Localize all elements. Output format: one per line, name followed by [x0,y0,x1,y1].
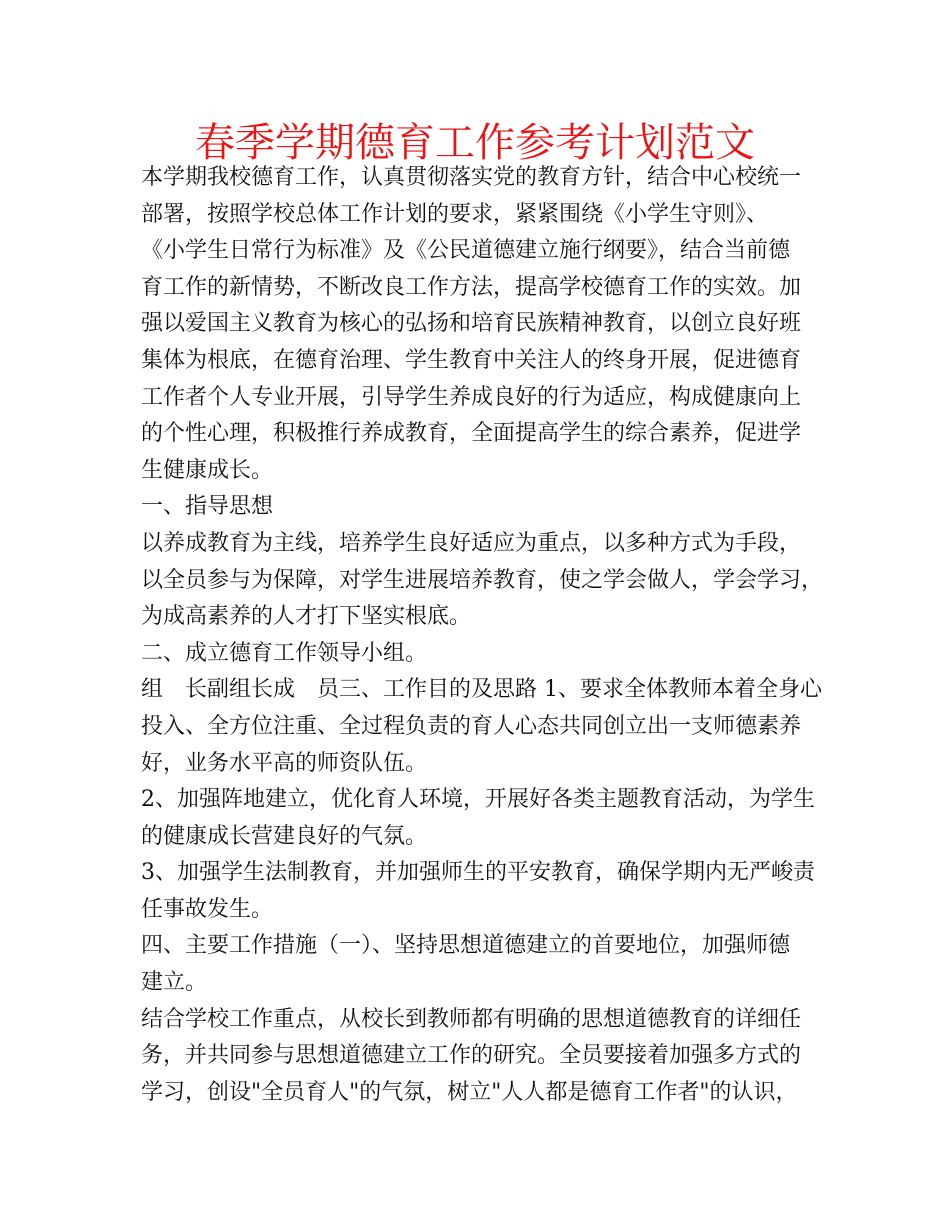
body-line: 强以爱国主义教育为核心的弘扬和培育民族精神教育，以创立良好班 [141,311,802,337]
body-line: 《小学生日常行为标准》及《公民道德建立施行纲要》，结合当前德 [141,238,791,264]
document-body [141,160,824,1111]
body-line: 的健康成长营建良好的气氛。 [141,823,428,849]
body-line: 的个性心理，积极推行养成教育，全面提高学生的综合素养，促进学 [141,421,802,447]
body-line: 任事故发生。 [141,896,274,922]
body-line: 结合学校工作重点，从校长到教师都有明确的思想道德教育的详细任 [141,1006,802,1032]
body-line: 工作者个人专业开展，引导学生养成良好的行为适应，构成健康向上 [141,384,802,410]
body-line: 以全员参与为保障，对学生进展培养教育，使之学会做人，学会学习， [141,567,824,593]
body-line: 好，业务水平高的师资队伍。 [141,750,428,776]
body-line: 2、加强阵地建立，优化育人环境，开展好各类主题教育活动，为学生 [141,787,815,813]
body-line: 以养成教育为主线，培养学生良好适应为重点，以多种方式为手段， [141,530,802,556]
body-line: 学习，创设"全员育人"的气氛，树立"人人都是德育工作者"的认识， [141,1079,798,1105]
body-line: 务，并共同参与思想道德建立工作的研究。全员要接着加强多方式的 [141,1043,802,1069]
body-line: 育工作的新情势，不断改良工作方法，提高学校德育工作的实效。加 [141,274,802,300]
body-line: 建立。 [141,970,208,996]
body-line: 集体为根底，在德育治理、学生教育中关注人的终身开展，促进德育 [141,347,802,373]
section-heading: 一、指导思想 [141,494,274,520]
body-line: 投入、全方位注重、全过程负责的育人心态共同创立出一支师德素养 [141,713,802,739]
body-line: 部署，按照学校总体工作计划的要求，紧紧围绕《小学生守则》、 [141,201,769,227]
page-title: 春季学期德育工作参考计划范文 [195,120,755,166]
body-line: 本学期我校德育工作，认真贯彻落实党的教育方针，结合中心校统一 [141,165,802,190]
section-heading: 二、成立德育工作领导小组。 [141,640,428,666]
section-heading: 四、主要工作措施（一）、坚持思想道德建立的首要地位，加强师德 [141,933,791,959]
body-line: 3、加强学生法制教育，并加强师生的平安教育，确保学期内无严峻责 [141,860,815,886]
body-line: 为成高素养的人才打下坚实根底。 [141,604,472,630]
body-line: 组 长副组长成 员三、工作目的及思路 1、要求全体教师本着全身心 [141,677,822,703]
body-line: 生健康成长。 [141,457,274,483]
